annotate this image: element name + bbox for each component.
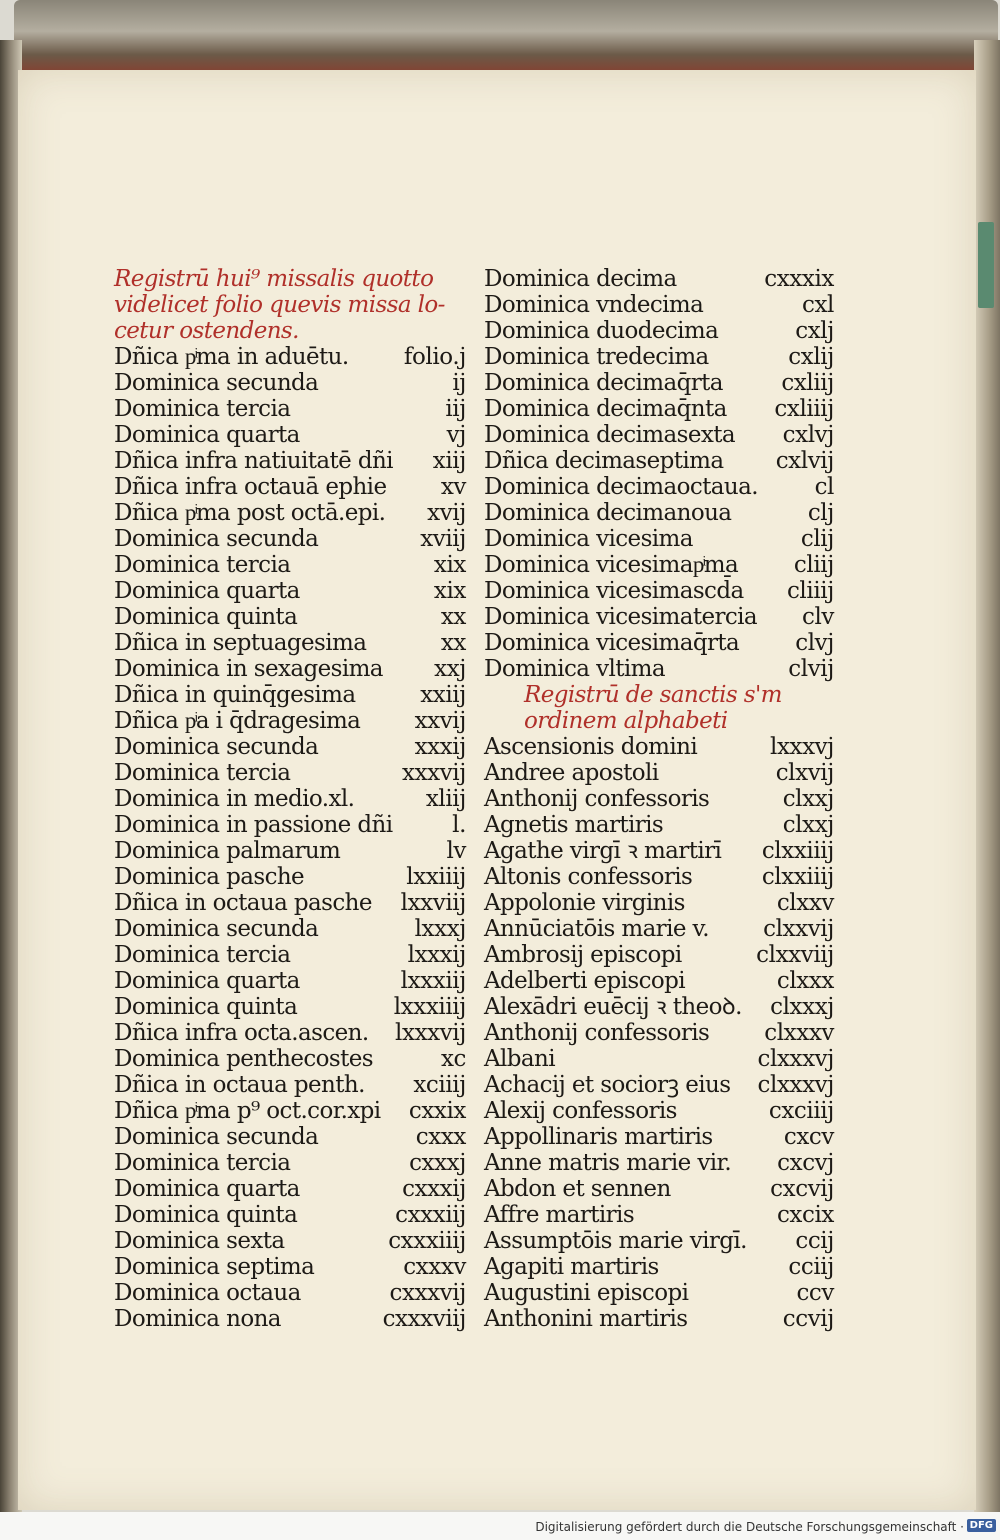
entry-folio: lxxxvj [770,734,834,760]
entry-name: Dominica tercia [114,1150,291,1176]
entry-name: Dominica decimaq̄nta [484,396,727,422]
entry-folio: xciiij [413,1072,466,1098]
register-entry [114,604,466,630]
entry-folio: xix [433,578,466,604]
register-entry [484,604,834,630]
entry-name: Dominica vicesimaq̄rta [484,630,740,656]
entry-name: Dñica in octaua penth. [114,1072,365,1098]
entry-folio: folio.j [403,344,466,370]
register-entry [484,994,834,1020]
register-entry [114,474,466,500]
entry-name: Dominica secunda [114,526,319,552]
entry-name: Dñica infra octauā ephie [114,474,387,500]
entry-name: Dominica secunda [114,370,319,396]
entry-folio: ccvij [782,1306,834,1332]
entry-name: Dominica tredecima [484,344,709,370]
entry-folio: xxxvij [402,760,466,786]
entry-folio: clvj [795,630,834,656]
entry-name: Dominica duodecima [484,318,719,344]
register-entry [114,1046,466,1072]
register-entry [114,1124,466,1150]
register-entry [484,916,834,942]
entry-name: Assumptōis marie virgī. [484,1228,747,1254]
entry-folio: clxxx [776,968,834,994]
entry-folio: cxliij [781,370,834,396]
entry-folio: cxcix [776,1202,834,1228]
register-entry [484,1150,834,1176]
register-entry [114,968,466,994]
register-entry [114,448,466,474]
entry-folio: vj [446,422,466,448]
entry-name: Anne matris marie vir. [484,1150,732,1176]
entry-folio: lxxxj [414,916,466,942]
entry-folio: cxxxix [764,266,834,292]
register-entry [484,552,834,578]
entry-name: Dominica in medio.xl. [114,786,355,812]
entry-name: Dñica pͥma post octā.epi. [114,500,386,526]
entry-name: Dominica vicesimapͥma [484,552,739,578]
right-entry-list [484,266,834,682]
entry-name: Dñica in quinq̄gesima [114,682,356,708]
register-entry [484,422,834,448]
entry-folio: cxxxiiij [388,1228,466,1254]
saints-heading-line: ordinem alphabeti [524,708,728,734]
register-entry [484,630,834,656]
register-entry [114,994,466,1020]
entry-folio: cxxxiij [395,1202,466,1228]
entry-name: Dominica tercia [114,396,291,422]
entry-name: Anthonini martiris [484,1306,688,1332]
entry-name: Dominica vicesimatercia [484,604,758,630]
entry-name: Dominica vndecima [484,292,704,318]
register-entry [114,786,466,812]
entry-name: Dominica decimaq̄rta [484,370,723,396]
register-entry [484,1176,834,1202]
entry-name: Dominica quarta [114,1176,300,1202]
register-entry [484,318,834,344]
saints-entry-list [484,734,834,1332]
entry-folio: cxlvj [782,422,834,448]
entry-name: Dominica quinta [114,1202,298,1228]
register-entry [114,812,466,838]
register-entry [484,344,834,370]
register-entry [114,1176,466,1202]
register-entry [484,656,834,682]
entry-folio: xc [440,1046,466,1072]
entry-name: Andree apostoli [484,760,659,786]
register-heading-line: videlicet folio quevis missa lo- [114,292,445,318]
entry-folio: clxxv [776,890,834,916]
register-entry [114,1072,466,1098]
entry-name: Dominica secunda [114,916,319,942]
entry-folio: xxxij [414,734,466,760]
register-entry [484,864,834,890]
entry-name: Dominica in passione dñi [114,812,393,838]
entry-name: Dominica decimasexta [484,422,735,448]
entry-name: Agapiti martiris [484,1254,659,1280]
entry-folio: clvij [788,656,834,682]
entry-folio: clxvij [775,760,834,786]
register-entry [484,1046,834,1072]
register-entry [484,1280,834,1306]
register-entry [484,266,834,292]
entry-folio: cciij [788,1254,834,1280]
register-entry [114,1306,466,1332]
entry-folio: clxxj [782,786,834,812]
entry-name: Alexādri euēcij ꝛ theoꝺ. [484,994,742,1020]
entry-folio: xxj [434,656,466,682]
register-entry [484,448,834,474]
register-entry [114,760,466,786]
register-entry [484,890,834,916]
entry-folio: cliiij [786,578,834,604]
entry-folio: cxlvij [775,448,834,474]
entry-folio: xxvij [414,708,466,734]
register-entry [114,916,466,942]
register-entry [114,942,466,968]
entry-name: Dominica quinta [114,994,298,1020]
entry-folio: clij [800,526,834,552]
entry-name: Dñica decimaseptima [484,448,724,474]
entry-name: Dominica decimaoctaua. [484,474,758,500]
entry-name: Albani [484,1046,555,1072]
entry-folio: lxxviij [400,890,466,916]
register-entry [114,890,466,916]
entry-name: Dñica pͥma p⁹ oct.cor.xpi [114,1098,381,1124]
register-entry [114,682,466,708]
entry-folio: cxliiij [774,396,834,422]
entry-name: Dominica sexta [114,1228,285,1254]
register-entry [484,838,834,864]
entry-name: Affre martiris [484,1202,635,1228]
register-entry [484,942,834,968]
entry-name: Dominica palmarum [114,838,341,864]
entry-name: Appolonie virginis [484,890,685,916]
dfg-logo: DFG [967,1519,996,1532]
entry-folio: clv [801,604,834,630]
register-entry [484,292,834,318]
entry-folio: cxcvj [777,1150,834,1176]
entry-name: Dominica vicesima [484,526,693,552]
entry-folio: cxlij [788,344,834,370]
entry-folio: clxxxvj [757,1072,834,1098]
entry-name: Dominica tercia [114,942,291,968]
entry-folio: lxxxij [407,942,466,968]
entry-folio: cxl [801,292,834,318]
entry-name: Achacij et sociorꝫ eius [484,1072,731,1098]
register-entry [484,396,834,422]
entry-folio: clxxxj [770,994,834,1020]
entry-name: Anthonij confessoris [484,786,710,812]
entry-folio: lxxiiij [406,864,466,890]
entry-name: Dominica tercia [114,552,291,578]
entry-folio: l. [452,812,466,838]
register-entry [484,500,834,526]
entry-name: Ascensionis domini [484,734,698,760]
register-entry [114,656,466,682]
entry-name: Dominica vltima [484,656,665,682]
entry-folio: xx [440,630,466,656]
register-entry [114,864,466,890]
register-entry [484,1254,834,1280]
register-entry [484,578,834,604]
entry-name: Annūciatōis marie v. [484,916,709,942]
entry-name: Dñica infra natiuitatē dñi [114,448,393,474]
entry-folio: clxxiiij [761,864,834,890]
entry-folio: iij [445,396,466,422]
entry-folio: lv [446,838,466,864]
left-entry-list [114,344,466,1332]
saints-heading-line: Registrū de sanctis s'm [524,682,782,708]
entry-name: Dominica quarta [114,578,300,604]
register-entry [484,1124,834,1150]
entry-folio: ccij [795,1228,834,1254]
register-entry [114,630,466,656]
entry-folio: clxxviij [756,942,834,968]
register-entry [484,370,834,396]
entry-folio: cxxxv [403,1254,466,1280]
register-entry [484,1306,834,1332]
entry-name: Dominica septima [114,1254,315,1280]
entry-folio: clxxj [782,812,834,838]
page-tab-marker [978,222,994,308]
register-entry [114,1228,466,1254]
entry-name: Dominica octaua [114,1280,301,1306]
register-heading-line: cetur ostendens. [114,318,299,344]
register-entry [114,1202,466,1228]
entry-folio: lxxxvij [395,1020,466,1046]
entry-name: Dominica secunda [114,734,319,760]
entry-folio: cxcv [783,1124,834,1150]
entry-name: Agathe virgī ꝛ martirī [484,838,722,864]
register-entry [484,1020,834,1046]
register-entry [114,734,466,760]
entry-folio: xvij [427,500,466,526]
register-entry [484,1228,834,1254]
entry-folio: xiij [432,448,466,474]
entry-folio: xxiij [420,682,466,708]
register-entry [114,1150,466,1176]
right-column [484,266,834,1332]
entry-name: Dñica in septuagesima [114,630,367,656]
register-entry [484,786,834,812]
entry-folio: cxciiij [768,1098,834,1124]
entry-folio: cxxxviij [382,1306,466,1332]
register-entry [114,1098,466,1124]
entry-name: Ambrosij episcopi [484,942,682,968]
entry-name: Dominica tercia [114,760,291,786]
entry-folio: cxxx [415,1124,466,1150]
entry-folio: lxxxiij [400,968,466,994]
entry-name: Dominica quarta [114,968,300,994]
entry-folio: xix [433,552,466,578]
entry-name: Dominica penthecostes [114,1046,373,1072]
register-entry [484,734,834,760]
entry-folio: cxlj [795,318,834,344]
register-entry [484,760,834,786]
entry-folio: cliij [793,552,834,578]
entry-name: Appollinaris martiris [484,1124,713,1150]
register-entry [484,474,834,500]
footer-credit: Digitalisierung gefördert durch die Deutsche Forschungsgemeinschaft · [535,1520,964,1534]
register-entry [114,526,466,552]
register-entry [114,344,466,370]
entry-name: Alexij confessoris [484,1098,677,1124]
register-heading-line: Registrū hui⁹ missalis quotto [114,266,434,292]
entry-name: Dominica decima [484,266,677,292]
register-entry [484,1202,834,1228]
entry-folio: xviij [420,526,466,552]
entry-name: Altonis confessoris [484,864,693,890]
entry-folio: cxxix [408,1098,466,1124]
register-entry [114,500,466,526]
entry-name: Agnetis martiris [484,812,664,838]
register-entry [114,578,466,604]
entry-folio: ccv [796,1280,834,1306]
entry-name: Dominica decimanoua [484,500,732,526]
entry-name: Dominica quinta [114,604,298,630]
register-entry [114,1280,466,1306]
register-entry [484,968,834,994]
register-entry [484,812,834,838]
entry-name: Augustini episcopi [484,1280,689,1306]
page [18,70,976,1510]
entry-folio: xliij [425,786,466,812]
entry-name: Dominica pasche [114,864,305,890]
entry-name: Dominica vicesimascd̄a [484,578,744,604]
entry-folio: clxxiiij [761,838,834,864]
entry-folio: xx [440,604,466,630]
entry-name: Dñica pͥma in aduētu. [114,344,349,370]
entry-folio: clxxvij [763,916,834,942]
left-column [114,266,466,1332]
entry-name: Dominica nona [114,1306,281,1332]
entry-folio: cxxxvij [389,1280,466,1306]
entry-folio: lxxxiiij [393,994,466,1020]
entry-folio: clj [807,500,834,526]
entry-folio: xv [440,474,466,500]
entry-name: Dominica in sexagesima [114,656,383,682]
entry-name: Dominica quarta [114,422,300,448]
register-entry [114,708,466,734]
register-entry [114,1020,466,1046]
entry-folio: ij [452,370,466,396]
entry-folio: cxxxj [409,1150,466,1176]
entry-name: Dñica infra octa.ascen. [114,1020,369,1046]
register-entry [484,1072,834,1098]
entry-name: Abdon et sennen [484,1176,671,1202]
entry-folio: clxxxv [764,1020,834,1046]
entry-name: Dñica pͥa i q̄dragesima [114,708,361,734]
entry-name: Anthonij confessoris [484,1020,710,1046]
entry-name: Adelberti episcopi [484,968,686,994]
register-entry [114,422,466,448]
register-entry [114,1254,466,1280]
register-entry [114,552,466,578]
register-entry [114,838,466,864]
book-top-edge [14,0,998,78]
entry-folio: cxcvij [770,1176,834,1202]
entry-folio: clxxxvj [757,1046,834,1072]
entry-folio: cl [814,474,834,500]
register-entry [114,370,466,396]
entry-name: Dñica in octaua pasche [114,890,372,916]
register-entry [484,1098,834,1124]
entry-folio: cxxxij [402,1176,466,1202]
register-entry [114,396,466,422]
entry-name: Dominica secunda [114,1124,319,1150]
register-entry [484,526,834,552]
